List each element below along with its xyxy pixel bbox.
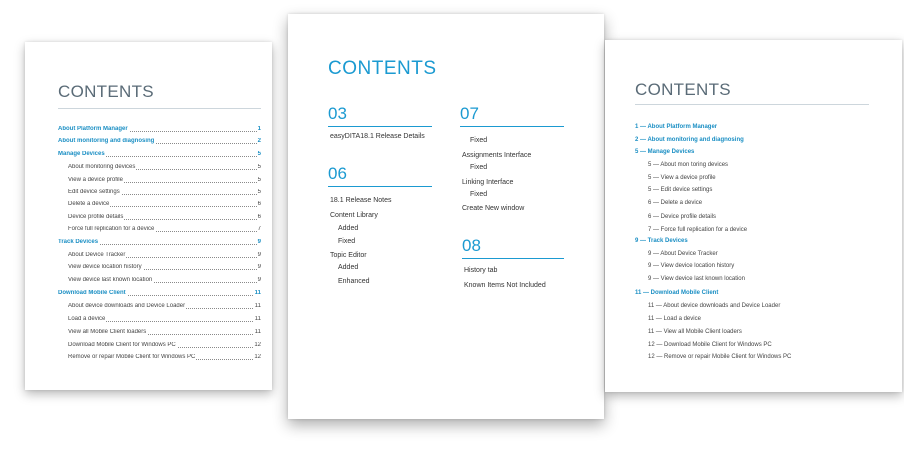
toc-entry[interactable] <box>68 164 261 170</box>
toc-entry-label: Download Mobile Client for Windows PC <box>68 342 176 348</box>
toc-entry-page: 9 <box>257 277 261 283</box>
toc-entry[interactable] <box>68 316 261 322</box>
toc-entry-label: View all Mobile Client loaders <box>68 329 147 335</box>
toc-section-entry[interactable] <box>58 151 261 157</box>
toc-item[interactable]: 18.1 Release Notes <box>330 197 392 204</box>
toc-section-entry[interactable]: 2 — About monitoring and diagnosing <box>635 137 744 143</box>
toc-item[interactable]: Added <box>338 264 359 271</box>
toc-entry[interactable] <box>68 277 261 283</box>
toc-entry[interactable]: 5 — View a device profile <box>648 175 716 181</box>
toc-section-entry[interactable]: 11 — Download Mobile Client <box>635 290 719 296</box>
toc-entry[interactable]: 6 — Delete a device <box>648 200 703 206</box>
toc-item[interactable]: Fixed <box>470 164 488 171</box>
toc-entry[interactable] <box>68 342 261 348</box>
toc-entry-page: 6 <box>257 201 261 207</box>
toc-entry-page: 5 <box>257 189 261 195</box>
section-number: 06 <box>328 164 347 183</box>
toc-entry-page: 5 <box>257 164 261 170</box>
section-divider <box>462 258 564 259</box>
toc-entry[interactable]: 9 — View device location history <box>648 263 735 269</box>
toc-entry-label: About device downloads and Device Loader <box>68 303 186 309</box>
toc-item[interactable]: Topic Editor <box>330 252 367 259</box>
toc-entry[interactable] <box>68 303 261 309</box>
toc-entry[interactable] <box>68 329 261 335</box>
toc-entry[interactable]: 11 — Load a device <box>648 316 701 322</box>
toc-entry-label: Track Devices <box>58 239 99 245</box>
toc-entry-page: 5 <box>257 151 261 157</box>
toc-entry[interactable]: 12 — Download Mobile Client for Windows PC <box>648 342 772 348</box>
toc-section-entry[interactable] <box>58 126 261 132</box>
toc-entry-label: Device profile details <box>68 214 124 220</box>
toc-item[interactable]: Fixed <box>470 137 488 144</box>
toc-item[interactable]: Content Library <box>330 212 378 219</box>
toc-section-entry[interactable] <box>58 290 261 296</box>
section-number: 07 <box>460 104 479 123</box>
toc-entry-page: 11 <box>254 303 261 309</box>
toc-entry[interactable] <box>68 214 261 220</box>
toc-entry-page: 2 <box>257 138 261 144</box>
toc-item[interactable]: Linking Interface <box>462 179 514 186</box>
toc-entry-label: Force full replication for a device <box>68 226 155 232</box>
toc-entry-label: Load a device <box>68 316 106 322</box>
toc-entry[interactable] <box>68 201 261 207</box>
toc-entry-label: About monitoring and diagnosing <box>58 138 155 144</box>
title-divider <box>58 108 261 109</box>
toc-section-entry[interactable] <box>58 138 261 144</box>
section-divider <box>328 186 432 187</box>
toc-entry-page: 1 <box>257 126 261 132</box>
toc-entry-page: 9 <box>257 264 261 270</box>
toc-entry[interactable] <box>68 252 261 258</box>
toc-entry[interactable] <box>68 354 261 360</box>
section-divider <box>328 126 432 127</box>
toc-section-entry[interactable]: 1 — About Platform Manager <box>635 124 718 130</box>
toc-item[interactable]: Assignments Interface <box>462 152 532 159</box>
toc-entry[interactable]: 9 — About Device Tracker <box>648 251 718 257</box>
toc-item: easyDITA18.1 Release Details <box>330 133 425 140</box>
toc-entry[interactable]: 5 — About mon toring devices <box>648 162 729 168</box>
section-number: 08 <box>462 236 481 255</box>
toc-entry[interactable] <box>68 226 261 232</box>
toc-entry-label: Manage Devices <box>58 151 105 157</box>
page-title: CONTENTS <box>328 58 437 79</box>
toc-entry[interactable] <box>68 177 261 183</box>
toc-entry[interactable]: 5 — Edit device settings <box>648 187 713 193</box>
toc-entry-label: Remove or repair Mobile Client for Windows PC <box>68 354 196 360</box>
toc-entry-page: 12 <box>254 342 261 348</box>
toc-entry-label: Download Mobile Client <box>58 290 126 296</box>
toc-entry-label: About Platform Manager <box>58 126 128 132</box>
page-title: CONTENTS <box>58 82 154 101</box>
toc-section-entry[interactable]: 9 — Track Devices <box>635 238 688 244</box>
toc-entry-label: About monitoring devices <box>68 164 136 170</box>
toc-item[interactable]: Enhanced <box>338 278 370 285</box>
toc-entry-page: 11 <box>254 290 261 296</box>
page-title: CONTENTS <box>635 80 731 99</box>
toc-entry-label: About Device Tracker <box>68 252 126 258</box>
toc-entry-page: 6 <box>257 214 261 220</box>
toc-page-middle <box>288 14 604 419</box>
toc-section-entry[interactable] <box>58 239 261 245</box>
toc-entry[interactable]: 9 — View device last known location <box>648 276 745 282</box>
toc-entry-page: 5 <box>257 177 261 183</box>
title-divider <box>635 104 869 105</box>
toc-entry[interactable]: 11 — View all Mobile Client loaders <box>648 329 742 335</box>
toc-entry-page: 12 <box>254 354 261 360</box>
toc-entry[interactable]: 7 — Force full replication for a device <box>648 227 748 233</box>
toc-item[interactable]: Known Items Not Included <box>464 282 546 289</box>
toc-entry[interactable]: 11 — About device downloads and Device Loader <box>648 303 781 309</box>
toc-entry-page: 9 <box>257 239 261 245</box>
toc-item[interactable]: Create New window <box>462 205 525 212</box>
toc-entry-label: View device last known location <box>68 277 153 283</box>
toc-entry-label: View device location history <box>68 264 142 270</box>
toc-item[interactable]: Fixed <box>338 238 356 245</box>
section-divider <box>460 126 564 127</box>
toc-entry-label: Delete a device <box>68 201 110 207</box>
toc-item[interactable]: Fixed <box>470 191 488 198</box>
toc-entry[interactable] <box>68 189 261 195</box>
toc-entry-page: 9 <box>257 252 261 258</box>
toc-entry-page: 7 <box>257 226 261 232</box>
toc-entry[interactable]: 6 — Device profile details <box>648 214 717 220</box>
toc-page-left <box>25 42 272 390</box>
toc-page-right <box>605 40 902 392</box>
toc-entry-page: 11 <box>254 329 261 335</box>
toc-section-entry[interactable]: 5 — Manage Devices <box>635 149 695 155</box>
toc-entry-label: View a device profile <box>68 177 123 183</box>
toc-item[interactable]: History tab <box>464 267 498 274</box>
toc-item[interactable]: Added <box>338 225 359 232</box>
section-number: 03 <box>328 104 347 123</box>
toc-entry[interactable] <box>68 264 261 270</box>
toc-entry-label: Edit device settings <box>68 189 120 195</box>
toc-entry[interactable]: 12 — Remove or repair Mobile Client for Windows PC <box>648 354 792 360</box>
toc-entry-page: 11 <box>254 316 261 322</box>
